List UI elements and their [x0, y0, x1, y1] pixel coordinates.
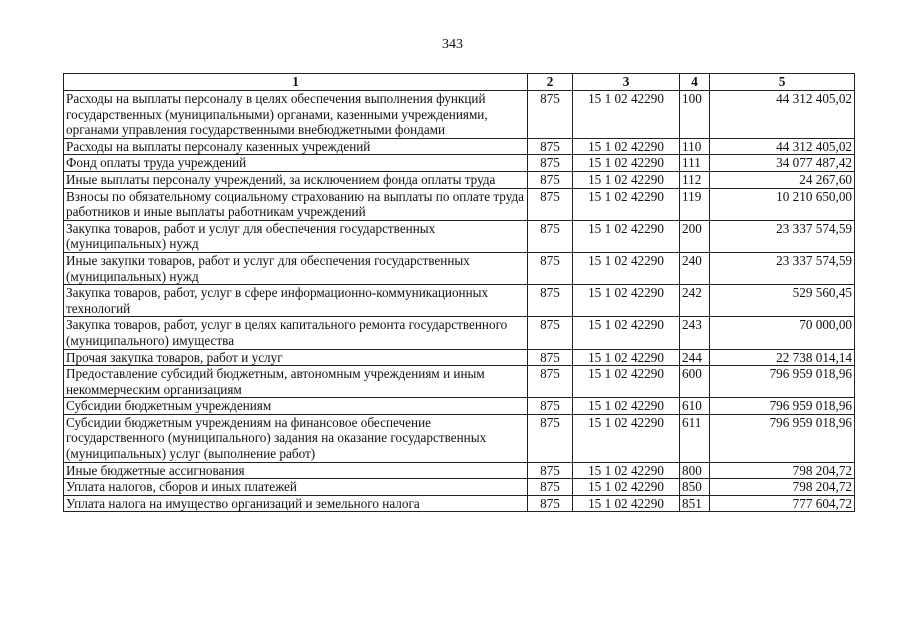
expense-name-cell: Иные выплаты персоналу учреждений, за исключением фонда оплаты труда [64, 171, 528, 188]
expense-name-cell: Закупка товаров, работ, услуг в целях капитального ремонта государственного (муниципального) имущества [64, 317, 528, 349]
admin-code-cell: 875 [528, 462, 573, 479]
admin-code-cell: 875 [528, 349, 573, 366]
expense-type-cell: 850 [680, 479, 710, 496]
target-article-cell: 15 1 02 42290 [573, 366, 680, 398]
table-row [64, 479, 855, 496]
target-article-cell: 15 1 02 42290 [573, 414, 680, 462]
amount-cell: 23 337 574,59 [710, 252, 855, 284]
target-article-cell: 15 1 02 42290 [573, 252, 680, 284]
admin-code-cell: 875 [528, 138, 573, 155]
table-row [64, 462, 855, 479]
expense-name-cell: Расходы на выплаты персоналу казенных учреждений [64, 138, 528, 155]
expense-name-cell: Уплата налогов, сборов и иных платежей [64, 479, 528, 496]
expense-type-cell: 119 [680, 188, 710, 220]
expense-type-cell: 243 [680, 317, 710, 349]
admin-code-cell: 875 [528, 252, 573, 284]
expense-type-cell: 851 [680, 495, 710, 512]
target-article-cell: 15 1 02 42290 [573, 398, 680, 415]
table-row [64, 171, 855, 188]
expense-name-cell: Субсидии бюджетным учреждениям [64, 398, 528, 415]
expense-type-cell: 610 [680, 398, 710, 415]
target-article-cell: 15 1 02 42290 [573, 171, 680, 188]
expense-name-cell: Взносы по обязательному социальному страхованию на выплаты по оплате труда работников и иные выплаты работникам учреждений [64, 188, 528, 220]
amount-cell: 798 204,72 [710, 479, 855, 496]
target-article-cell: 15 1 02 42290 [573, 91, 680, 139]
expense-type-cell: 240 [680, 252, 710, 284]
expense-type-cell: 611 [680, 414, 710, 462]
amount-cell: 796 959 018,96 [710, 414, 855, 462]
amount-cell: 44 312 405,02 [710, 91, 855, 139]
table-row [64, 398, 855, 415]
table-row [64, 495, 855, 512]
budget-table [63, 73, 855, 512]
target-article-cell: 15 1 02 42290 [573, 220, 680, 252]
admin-code-cell: 875 [528, 479, 573, 496]
amount-cell: 22 738 014,14 [710, 349, 855, 366]
expense-type-cell: 242 [680, 285, 710, 317]
table-row [64, 366, 855, 398]
admin-code-cell: 875 [528, 414, 573, 462]
expense-name-cell: Иные бюджетные ассигнования [64, 462, 528, 479]
admin-code-cell: 875 [528, 317, 573, 349]
expense-name-cell: Расходы на выплаты персоналу в целях обеспечения выполнения функций государственных (муниципальными) органами, казенными учреждениями, органами управления государственными внебюджетными фондами [64, 91, 528, 139]
expense-type-cell: 244 [680, 349, 710, 366]
expense-name-cell: Закупка товаров, работ и услуг для обеспечения государственных (муниципальных) нужд [64, 220, 528, 252]
admin-code-cell: 875 [528, 188, 573, 220]
expense-name-cell: Фонд оплаты труда учреждений [64, 155, 528, 172]
amount-cell: 777 604,72 [710, 495, 855, 512]
table-row [64, 414, 855, 462]
expense-type-cell: 600 [680, 366, 710, 398]
table-row [64, 252, 855, 284]
admin-code-cell: 875 [528, 220, 573, 252]
table-row [64, 91, 855, 139]
admin-code-cell: 875 [528, 366, 573, 398]
amount-cell: 529 560,45 [710, 285, 855, 317]
admin-code-cell: 875 [528, 285, 573, 317]
column-header-5: 5 [710, 74, 855, 91]
amount-cell: 23 337 574,59 [710, 220, 855, 252]
expense-type-cell: 112 [680, 171, 710, 188]
target-article-cell: 15 1 02 42290 [573, 138, 680, 155]
table-header-row [64, 74, 855, 91]
amount-cell: 34 077 487,42 [710, 155, 855, 172]
target-article-cell: 15 1 02 42290 [573, 155, 680, 172]
table-row [64, 155, 855, 172]
column-header-4: 4 [680, 74, 710, 91]
admin-code-cell: 875 [528, 155, 573, 172]
column-header-1: 1 [64, 74, 528, 91]
expense-name-cell: Уплата налога на имущество организаций и земельного налога [64, 495, 528, 512]
amount-cell: 798 204,72 [710, 462, 855, 479]
expense-type-cell: 111 [680, 155, 710, 172]
table-row [64, 349, 855, 366]
expense-name-cell: Субсидии бюджетным учреждениям на финансовое обеспечение государственного (муниципального) задания на оказание государственных (муниципальных) услуг (выполнение работ) [64, 414, 528, 462]
expense-type-cell: 200 [680, 220, 710, 252]
admin-code-cell: 875 [528, 495, 573, 512]
column-header-3: 3 [573, 74, 680, 91]
admin-code-cell: 875 [528, 398, 573, 415]
column-header-2: 2 [528, 74, 573, 91]
target-article-cell: 15 1 02 42290 [573, 479, 680, 496]
page-number: 343 [442, 37, 463, 52]
target-article-cell: 15 1 02 42290 [573, 285, 680, 317]
admin-code-cell: 875 [528, 171, 573, 188]
amount-cell: 796 959 018,96 [710, 398, 855, 415]
amount-cell: 70 000,00 [710, 317, 855, 349]
expense-name-cell: Прочая закупка товаров, работ и услуг [64, 349, 528, 366]
target-article-cell: 15 1 02 42290 [573, 188, 680, 220]
table-row [64, 285, 855, 317]
expense-type-cell: 800 [680, 462, 710, 479]
expense-type-cell: 100 [680, 91, 710, 139]
amount-cell: 796 959 018,96 [710, 366, 855, 398]
target-article-cell: 15 1 02 42290 [573, 349, 680, 366]
table-row [64, 188, 855, 220]
amount-cell: 10 210 650,00 [710, 188, 855, 220]
amount-cell: 24 267,60 [710, 171, 855, 188]
table-row [64, 138, 855, 155]
expense-name-cell: Иные закупки товаров, работ и услуг для обеспечения государственных (муниципальных) нужд [64, 252, 528, 284]
expense-name-cell: Закупка товаров, работ, услуг в сфере информационно-коммуникационных технологий [64, 285, 528, 317]
admin-code-cell: 875 [528, 91, 573, 139]
table-row [64, 220, 855, 252]
target-article-cell: 15 1 02 42290 [573, 462, 680, 479]
amount-cell: 44 312 405,02 [710, 138, 855, 155]
table-row [64, 317, 855, 349]
table-body [64, 91, 855, 512]
expense-type-cell: 110 [680, 138, 710, 155]
target-article-cell: 15 1 02 42290 [573, 317, 680, 349]
expense-name-cell: Предоставление субсидий бюджетным, автономным учреждениям и иным некоммерческим организациям [64, 366, 528, 398]
target-article-cell: 15 1 02 42290 [573, 495, 680, 512]
